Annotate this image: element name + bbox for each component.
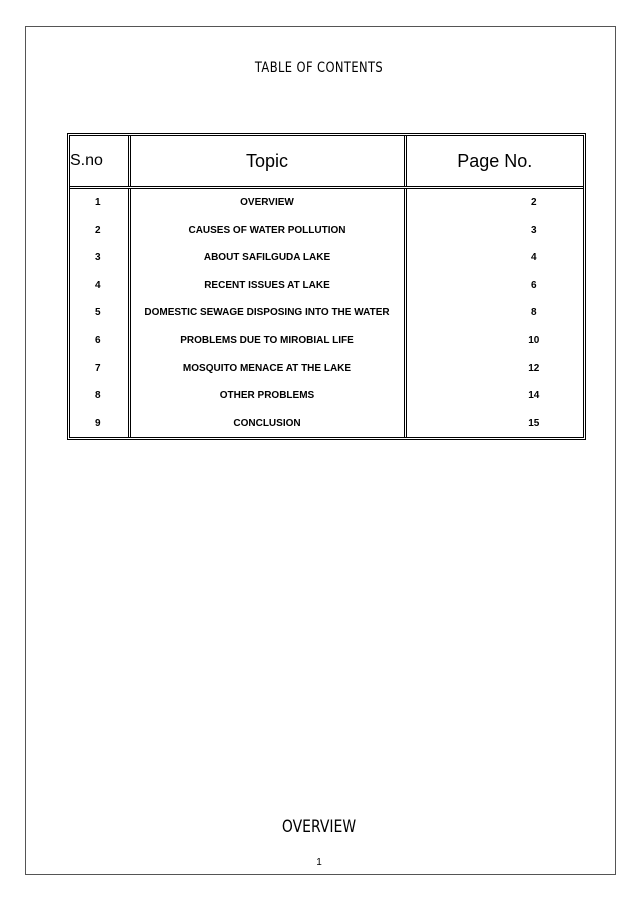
row-topic: CAUSES OF WATER POLLUTION (129, 217, 405, 245)
table-row (70, 382, 583, 410)
header-page-no: Page No. (405, 136, 583, 188)
toc-table (67, 133, 586, 440)
document-title: TABLE OF CONTENTS (254, 60, 384, 76)
row-sno: 3 (95, 252, 101, 264)
table-row (70, 244, 583, 272)
row-topic: ABOUT SAFILGUDA LAKE (129, 244, 405, 272)
row-page: 10 (405, 327, 583, 355)
row-topic: PROBLEMS DUE TO MIROBIAL LIFE (129, 327, 405, 355)
table-row (70, 217, 583, 245)
row-topic: CONCLUSION (129, 409, 405, 437)
row-page: 2 (405, 188, 583, 217)
row-page: 8 (405, 299, 583, 327)
row-page: 15 (405, 409, 583, 437)
table-row (70, 188, 583, 217)
toc-grid (70, 136, 583, 437)
row-sno: 8 (95, 390, 101, 402)
row-sno: 1 (95, 197, 101, 209)
header-topic: Topic (129, 136, 405, 188)
row-page: 14 (405, 382, 583, 410)
row-page: 3 (405, 217, 583, 245)
row-page: 6 (405, 272, 583, 300)
row-topic: RECENT ISSUES AT LAKE (129, 272, 405, 300)
row-topic: OTHER PROBLEMS (129, 382, 405, 410)
row-sno: 9 (95, 417, 101, 429)
row-page: 12 (405, 354, 583, 382)
row-page: 4 (405, 244, 583, 272)
table-row (70, 272, 583, 300)
table-row (70, 409, 583, 437)
table-row (70, 327, 583, 355)
row-sno: 2 (95, 224, 101, 236)
table-row (70, 354, 583, 382)
header-sno: S.no (70, 136, 129, 188)
row-sno: 4 (95, 279, 101, 291)
toc-header-row (70, 136, 583, 188)
section-heading: OVERVIEW (281, 817, 357, 837)
row-topic: MOSQUITO MENACE AT THE LAKE (129, 354, 405, 382)
page-number: 1 (316, 857, 322, 868)
table-row (70, 299, 583, 327)
row-sno: 6 (95, 335, 101, 347)
row-sno: 5 (95, 307, 101, 319)
row-sno: 7 (95, 362, 101, 374)
row-topic: DOMESTIC SEWAGE DISPOSING INTO THE WATER (129, 299, 405, 327)
row-topic: OVERVIEW (129, 188, 405, 217)
